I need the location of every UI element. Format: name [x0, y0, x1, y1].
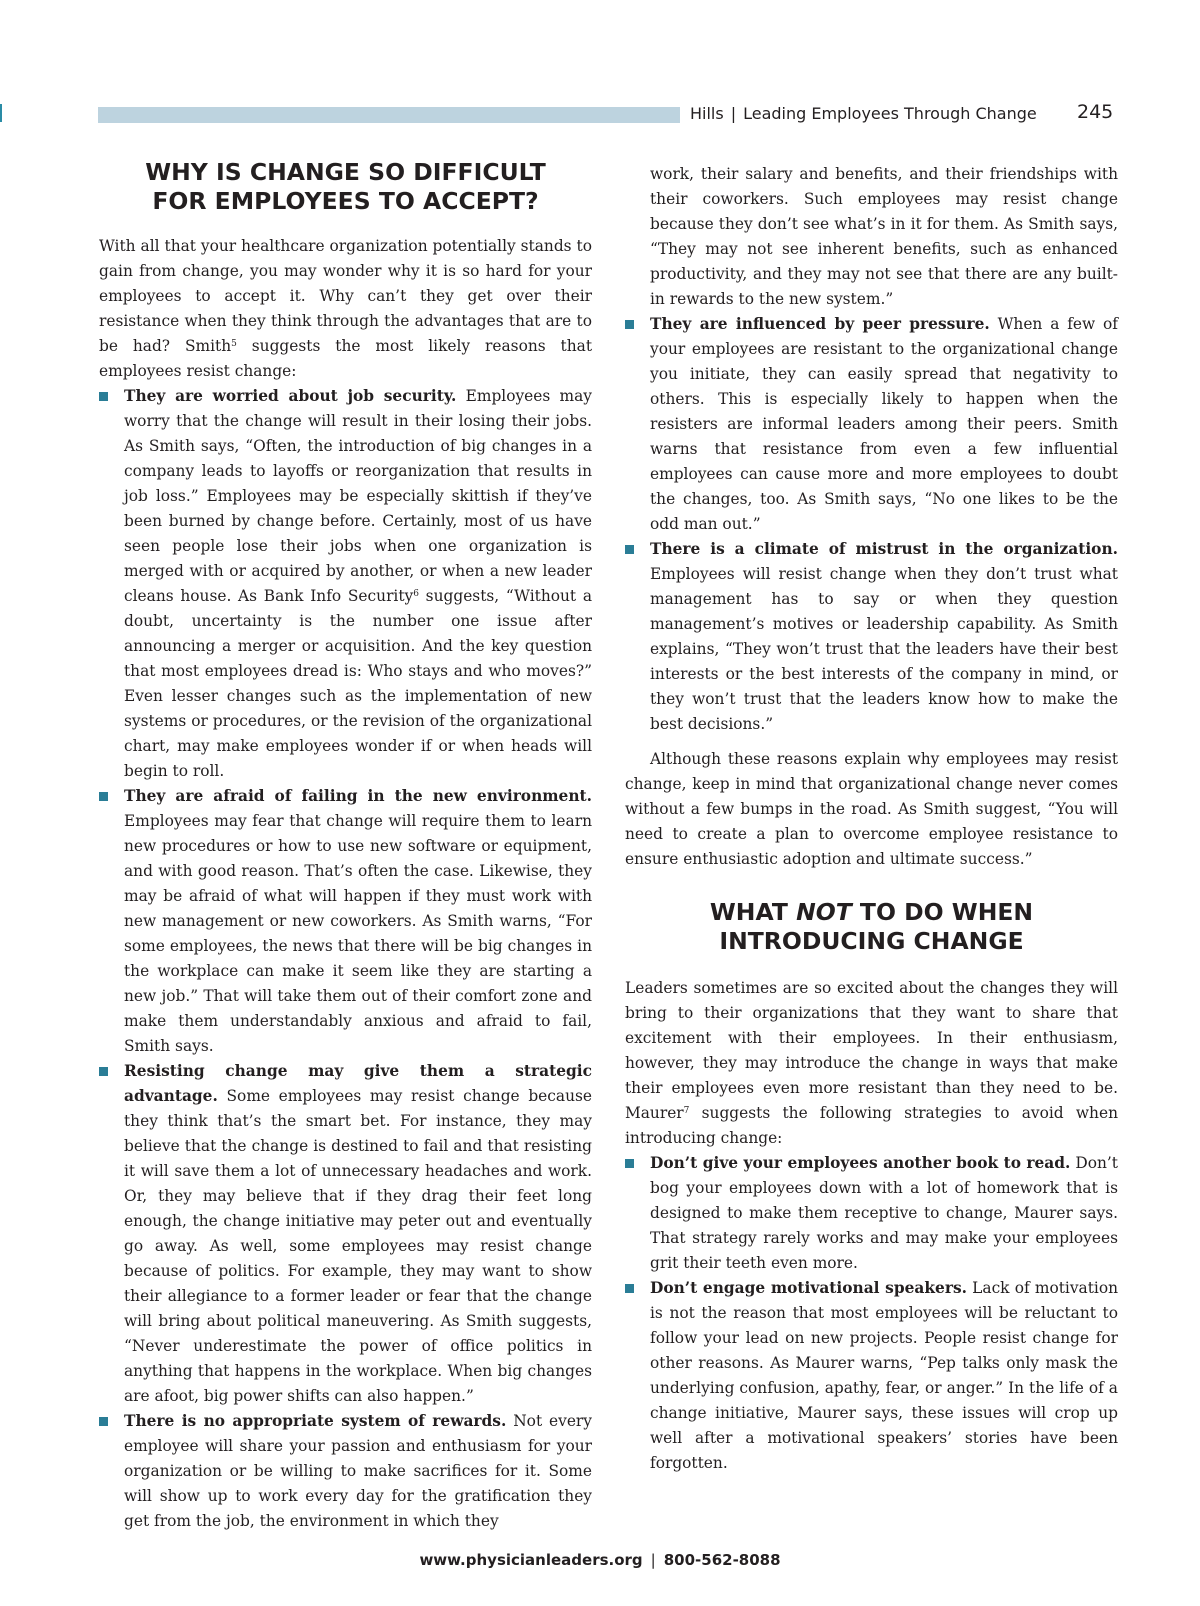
section-heading-why-change-difficult	[79, 158, 612, 216]
bullet-text: Lack of motivation is not the reason that most employees will be reluctant to follow your lead on new projects. People resist change for other reasons. As Maurer warns, “Pep talks only mask the underlying confusion, apathy, fear, or anger.” In the life of a change initiative, Maurer says, these issues will crop up well after a motivational speakers’ stories have been forgotten.	[650, 1279, 1118, 1472]
bullet-text: Employees may fear that change will require them to learn new procedures or how to use new software or equipment, and with good reason. That’s often the case. Likewise, they may be afraid of what will happen if they must work with new management or new coworkers. As Smith warns, “For some employees, the news that there will be big changes in the workplace can make it seem like they are starting a new job.” That will take them out of their comfort zone and make them understandably anxious and afraid to fail, Smith says.	[124, 812, 592, 1055]
bullet-square-icon	[99, 1067, 108, 1076]
bullet-text: work, their salary and benefits, and their friendships with their coworkers. Such employees may resist change because they don’t see what’s in it for them. As Smith says, “They may not see inherent benefits, such as enhanced productivity, and they may not see that there are any built-in rewards to the new system.”	[650, 165, 1118, 308]
intro-text: suggests the following strategies to avoid when introducing change:	[625, 1104, 1118, 1147]
reference-marker: 5	[231, 339, 237, 349]
bullet-square-icon	[625, 545, 634, 554]
running-head-title: Leading Employees Through Change	[743, 104, 1037, 123]
list-item	[625, 312, 1118, 537]
heading-emphasis: NOT	[796, 898, 852, 926]
intro-text: Leaders sometimes are so excited about the changes they will bring to their organizations that they want to share that excitement with their employees. In their enthusiasm, however, they may introduce the change in ways that make their employees even more resistant than they need to be. Maurer	[625, 979, 1118, 1122]
header-rule	[98, 107, 680, 123]
intro-text: suggests the most likely reasons that employees resist change:	[99, 337, 593, 380]
footer-separator: |	[650, 1551, 656, 1569]
edge-tab-mark	[0, 104, 2, 122]
summary-paragraph: Although these reasons explain why employees may resist change, keep in mind that organizational change never comes without a few bumps in the road. As Smith suggest, “You will need to create a plan to overcome employee resistance to ensure enthusiastic adoption and ultimate success.”	[625, 750, 1118, 868]
reference-marker: 7	[683, 1106, 690, 1116]
footer-website: www.physicianleaders.org	[419, 1551, 643, 1569]
bullet-lead: They are afraid of failing in the new environment.	[124, 787, 592, 805]
bullet-lead: They are influenced by peer pressure.	[650, 315, 990, 333]
list-item	[99, 784, 592, 1059]
intro-text: With all that your healthcare organization potentially stands to gain from change, you may wonder why it is so hard for your employees to accept it. Why can’t they get over their resistance when they think through the advantages that are to be had? Smith	[99, 237, 592, 355]
bullet-square-icon	[99, 1417, 108, 1426]
bullet-lead: There is a climate of mistrust in the organization.	[650, 540, 1118, 558]
running-head-separator: |	[730, 104, 737, 123]
heading-text: WHAT	[709, 898, 797, 926]
bullet-square-icon	[625, 1159, 634, 1168]
heading-line	[625, 898, 1118, 927]
bullet-square-icon	[625, 320, 634, 329]
page-number: 245	[1077, 101, 1114, 123]
list-item	[625, 1276, 1118, 1476]
list-item	[99, 1059, 592, 1409]
bullet-text: Employees will resist change when they don’t trust what management has to say or when they question management’s motives or leadership capability. As Smith explains, “They won’t trust that the leaders have their best interests or the best interests of the company in mind, or they won’t trust that the leaders know how to make the best decisions.”	[650, 565, 1118, 733]
list-item	[625, 537, 1118, 737]
bullet-square-icon	[99, 392, 108, 401]
left-column	[99, 158, 592, 1534]
right-column	[625, 162, 1118, 1476]
bullet-text: Not every employee will share your passion and enthusiasm for your organization or be willing to make sacrifices for it. Some will show up to work every day for the gratification they get from the job, the environment in which they	[124, 1412, 592, 1530]
bullet-text: When a few of your employees are resistant to the organizational change you initiate, they can easily spread that negativity to others. This is especially likely to happen when the resisters are informal leaders among their peers. Smith warns that resistance from even a few influential employees can cause more and more employees to doubt the changes, too. As Smith says, “No one likes to be the odd man out.”	[650, 315, 1119, 533]
section-heading-what-not-to-do	[625, 898, 1118, 956]
reference-marker: 6	[413, 589, 419, 599]
heading-text: TO DO WHEN	[851, 898, 1034, 926]
list-item-continuation	[625, 162, 1118, 312]
heading-line: FOR EMPLOYEES TO ACCEPT?	[152, 187, 539, 215]
intro-paragraph	[625, 976, 1118, 1151]
heading-line: INTRODUCING CHANGE	[719, 927, 1024, 955]
bullet-text: suggests, “Without a doubt, uncertainty is the number one issue after announcing a merger or acquisition. And the key question that most employees dread is: Who stays and who moves?” Even lesser changes such as the implementation of new systems or procedures, or the revision of the organizational chart, may make employees wonder if or when heads will begin to roll.	[124, 587, 593, 780]
list-item	[99, 384, 592, 784]
intro-paragraph	[99, 234, 592, 384]
bullet-lead: They are worried about job security.	[124, 387, 457, 405]
strategies-list	[625, 1151, 1118, 1476]
bullet-square-icon	[99, 792, 108, 801]
page-footer	[0, 1551, 1200, 1569]
bullet-text: Don’t bog your employees down with a lot of homework that is designed to make them receptive to change, Maurer says. That strategy rarely works and may make your employees grit their teeth even more.	[650, 1154, 1118, 1272]
bullet-text: Employees may worry that the change will result in their losing their jobs. As Smith says, “Often, the introduction of big changes in a company leads to layoffs or reorganization that results in job loss.” Employees may be especially skittish if they’ve been burned by change before. Certainly, most of us have seen people lose their jobs when one organization is merged with or acquired by another, or when a new leader cleans house. As Bank Info Security	[124, 387, 592, 605]
bullet-square-icon	[625, 1284, 634, 1293]
list-item	[625, 1151, 1118, 1276]
bullet-lead: Resisting change may give them a strategic advantage.	[124, 1062, 592, 1105]
reasons-list	[99, 384, 592, 1534]
footer-phone: 800-562-8088	[663, 1551, 781, 1569]
running-head	[690, 104, 1037, 123]
bullet-lead: Don’t engage motivational speakers.	[650, 1279, 967, 1297]
heading-line: WHY IS CHANGE SO DIFFICULT	[145, 158, 546, 186]
running-head-author: Hills	[690, 104, 724, 123]
list-item	[99, 1409, 592, 1534]
bullet-lead: Don’t give your employees another book to read.	[650, 1154, 1071, 1172]
bullet-text: Some employees may resist change because they think that’s the smart bet. For instance, they may believe that the change is destined to fail and that resisting it will save them a lot of unnecessary headaches and work. Or, they may believe that if they drag their feet long enough, the change initiative may peter out and eventually go away. As well, some employees may resist change because of politics. For example, they may want to show their allegiance to a former leader or fear that the change will bring about political maneuvering. As Smith suggests, “Never underestimate the power of office politics in anything that happens in the workplace. When big changes are afoot, big power shifts can also happen.”	[124, 1087, 592, 1405]
reasons-list-continued	[625, 162, 1118, 737]
bullet-lead: There is no appropriate system of rewards.	[124, 1412, 507, 1430]
